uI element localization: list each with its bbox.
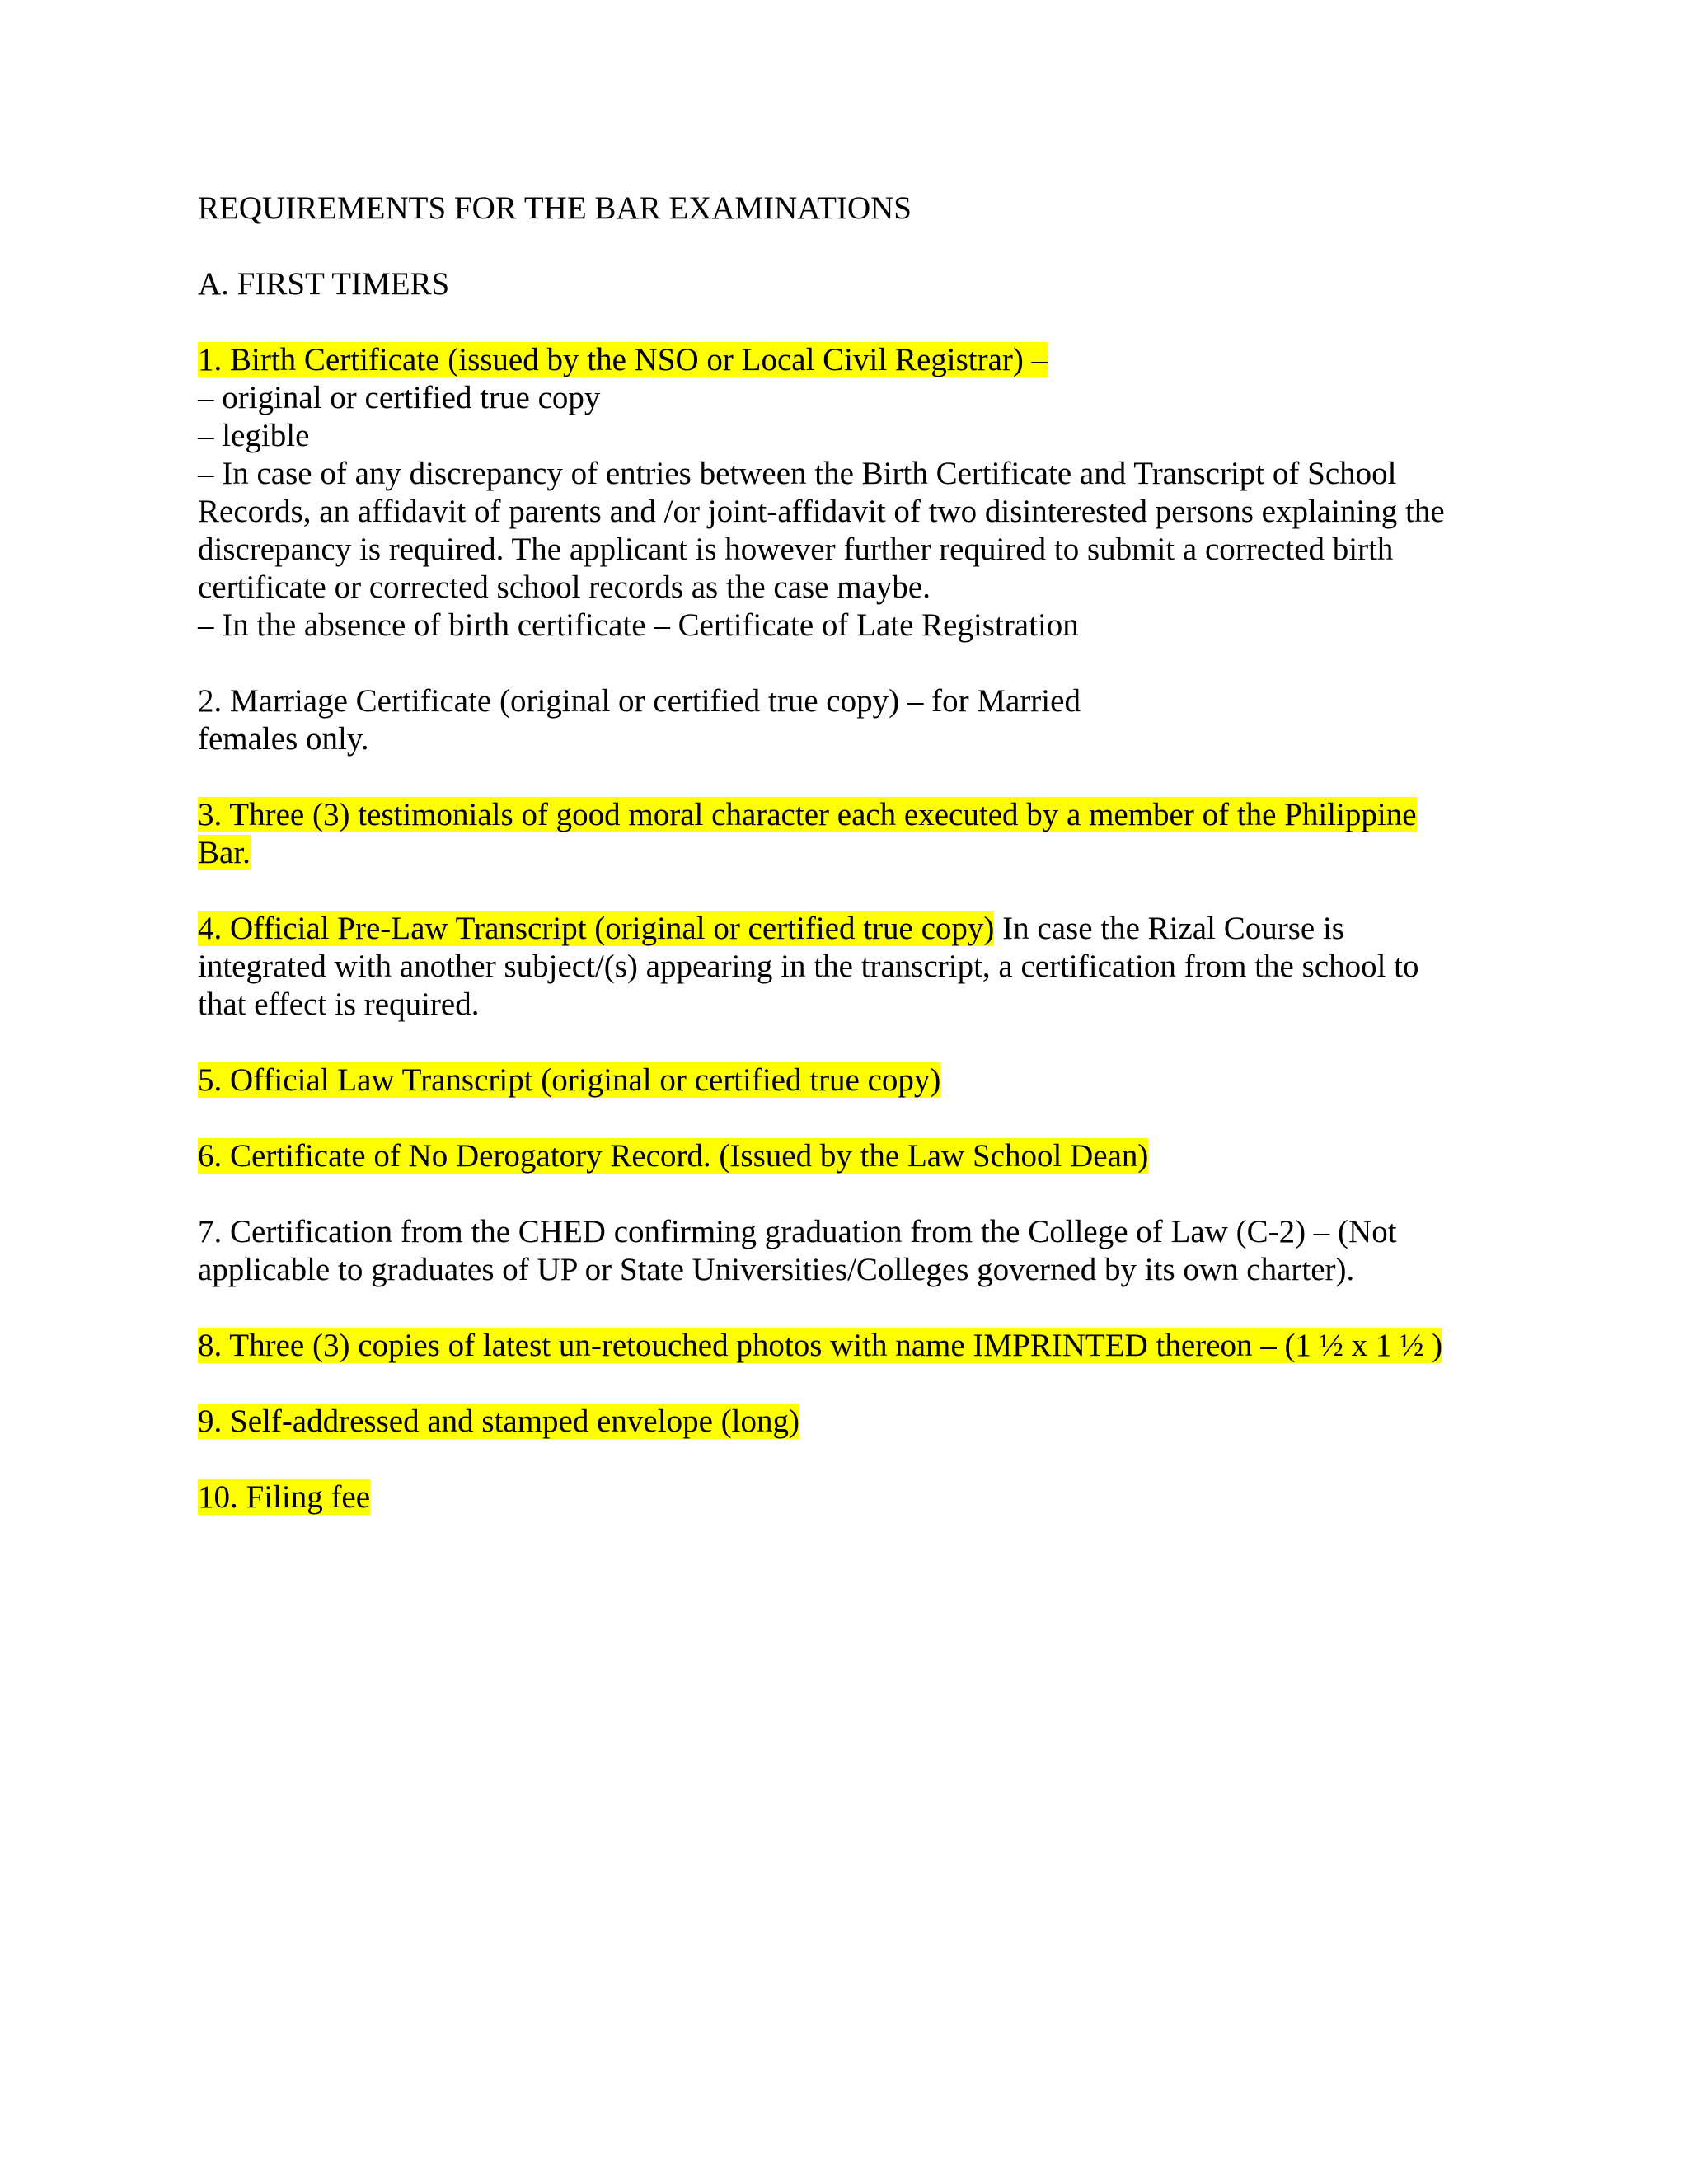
item-1-sub-discrepancy-line-3: discrepancy is required. The applicant is however further required to submit a corrected birth <box>198 532 1394 567</box>
item-1-sub-discrepancy-line-4: certificate or corrected school records as the case maybe. <box>198 569 931 605</box>
item-4-heading: 4. Official Pre-Law Transcript (original or certified true copy) <box>198 911 995 946</box>
item-2-line-1: 2. Marriage Certificate (original or certified true copy) – for Married <box>198 683 1081 719</box>
requirement-item-4 <box>198 910 1517 1024</box>
requirement-item-7 <box>198 1213 1517 1289</box>
item-3-line-1: 3. Three (3) testimonials of good moral character each executed by a member of the Philippine <box>198 797 1417 832</box>
section-heading: A. FIRST TIMERS <box>198 266 450 302</box>
item-4-line-3: that effect is required. <box>198 987 480 1022</box>
item-3-line-2: Bar. <box>198 835 251 870</box>
requirement-item-1 <box>198 341 1517 644</box>
item-4-line-1-rest: In case the Rizal Course is <box>994 911 1344 946</box>
requirement-item-5: 5. Official Law Transcript (original or certified true copy) <box>198 1062 941 1098</box>
item-2-line-2: females only. <box>198 721 369 757</box>
requirement-item-10: 10. Filing fee <box>198 1479 371 1515</box>
document-title: REQUIREMENTS FOR THE BAR EXAMINATIONS <box>198 190 912 226</box>
item-1-sub-discrepancy-line-2: Records, an affidavit of parents and /or joint-affidavit of two disinterested persons explaining the <box>198 494 1445 529</box>
requirement-item-8: 8. Three (3) copies of latest un-retouched photos with name IMPRINTED thereon – (1 ½ x 1 ½ ) <box>198 1328 1443 1363</box>
document-body <box>198 190 1517 1516</box>
item-1-sub-legible: – legible <box>198 418 310 453</box>
item-4-line-2: integrated with another subject/(s) appearing in the transcript, a certification from the school to <box>198 949 1419 984</box>
item-1-sub-discrepancy-line-1: – In case of any discrepancy of entries between the Birth Certificate and Transcript of School <box>198 456 1397 491</box>
item-7-line-1: 7. Certification from the CHED confirming graduation from the College of Law (C-2) – (Not <box>198 1214 1397 1249</box>
item-1-sub-original: – original or certified true copy <box>198 380 601 415</box>
requirement-item-9: 9. Self-addressed and stamped envelope (long) <box>198 1404 799 1439</box>
requirement-item-6: 6. Certificate of No Derogatory Record. (Issued by the Law School Dean) <box>198 1138 1149 1174</box>
requirement-item-2 <box>198 682 1517 758</box>
item-1-heading: 1. Birth Certificate (issued by the NSO or Local Civil Registrar) – <box>198 342 1048 377</box>
item-7-line-2: applicable to graduates of UP or State Universities/Colleges governed by its own charter). <box>198 1252 1355 1287</box>
item-1-sub-absence: – In the absence of birth certificate – Certificate of Late Registration <box>198 607 1079 643</box>
requirement-item-3 <box>198 796 1517 872</box>
